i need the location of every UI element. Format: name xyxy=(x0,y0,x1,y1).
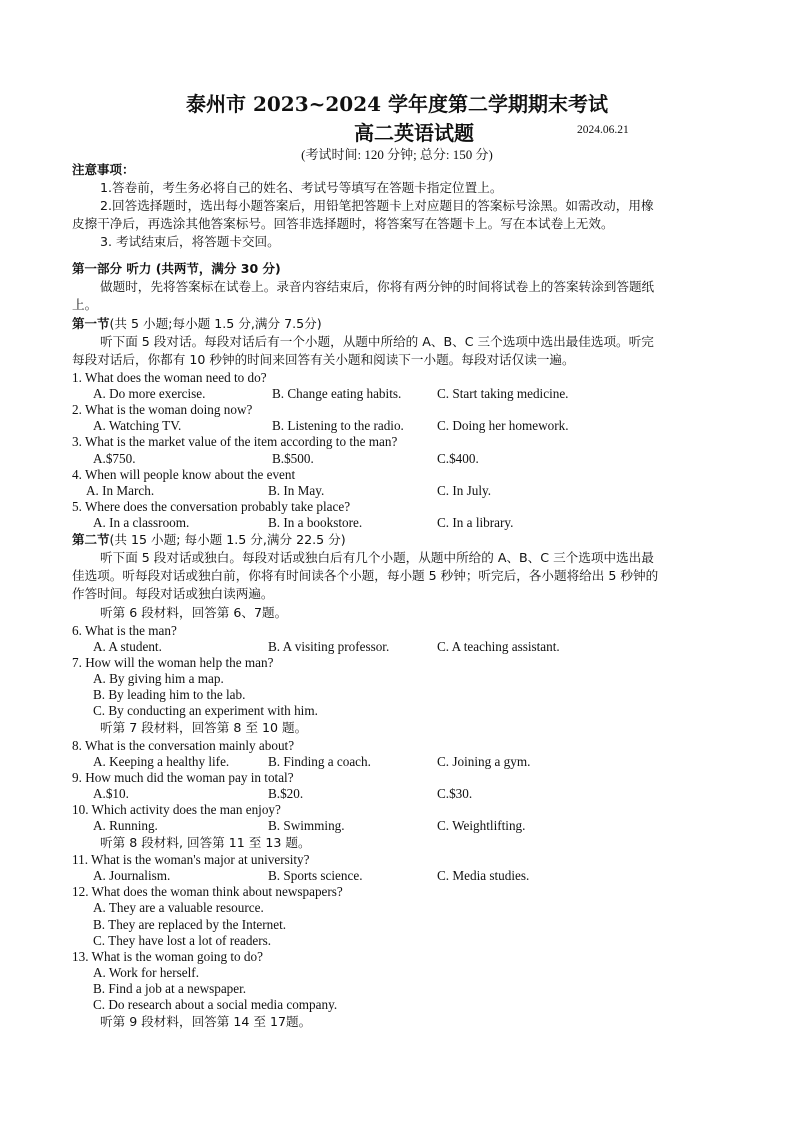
q6-option-c: C. A teaching assistant. xyxy=(437,639,560,654)
q9-option-b: B.$20. xyxy=(268,786,304,801)
material-7: 听第 7 段材料，回答第 8 至 10 题。 xyxy=(100,720,308,735)
q1-option-c: C. Start taking medicine. xyxy=(437,386,569,401)
section2-intro-c: 作答时间。每段对话或独白读两遍。 xyxy=(72,586,274,601)
section2-intro-a: 听下面 5 段对话或独白。每段对话或独白后有几个小题，从题中所给的 A、B、C 三个选项中选出最 xyxy=(100,550,654,565)
material-9: 听第 9 段材料，回答第 14 至 17题。 xyxy=(100,1014,312,1029)
q10-option-a: A. Running. xyxy=(93,818,158,833)
q9-stem: 9. How much did the woman pay in total? xyxy=(72,770,294,785)
notice-item-3: 3. 考试结束后，将答题卡交回。 xyxy=(100,234,280,249)
section1-intro-b: 每段对话后，你都有 10 秒钟的时间来回答有关小题和阅读下一小题。每段对话仅读一遍。 xyxy=(72,352,575,367)
q7-stem: 7. How will the woman help the man? xyxy=(72,655,274,670)
q6-stem: 6. What is the man? xyxy=(72,623,177,638)
q4-option-a: A. In March. xyxy=(86,483,155,498)
q2-option-b: B. Listening to the radio. xyxy=(272,418,404,433)
q6-option-a: A. A student. xyxy=(93,639,162,654)
q5-option-c: C. In a library. xyxy=(437,515,514,530)
material-6: 听第 6 段材料，回答第 6、7题。 xyxy=(100,605,288,620)
q6-option-b: B. A visiting professor. xyxy=(268,639,390,654)
section1-heading-rest: (共 5 小题;每小题 1.5 分,满分 7.5分) xyxy=(109,316,322,331)
q10-option-b: B. Swimming. xyxy=(268,818,345,833)
section1-heading xyxy=(72,316,322,332)
q12-option-c: C. They have lost a lot of readers. xyxy=(93,933,272,948)
q13-stem: 13. What is the woman going to do? xyxy=(72,949,263,964)
q3-option-a: A.$750. xyxy=(93,451,136,466)
section2-intro-b: 佳选项。听每段对话或独白前，你将有时间读各个小题，每小题 5 秒钟；听完后，各小题将给出 5 秒钟的 xyxy=(72,568,659,583)
section2-heading xyxy=(72,532,346,548)
exam-info: (考试时间: 120 分钟; 总分: 150 分) xyxy=(301,147,493,162)
part1-intro-a: 做题时，先将答案标在试卷上。录音内容结束后，你将有两分钟的时间将试卷上的答案转涂到答题纸 xyxy=(100,279,655,294)
q9-option-a: A.$10. xyxy=(93,786,129,801)
q13-option-a: A. Work for herself. xyxy=(93,965,199,980)
q3-stem: 3. What is the market value of the item according to the man? xyxy=(72,434,398,449)
q8-option-c: C. Joining a gym. xyxy=(437,754,531,769)
q2-stem: 2. What is the woman doing now? xyxy=(72,402,253,417)
notice-item-2a: 2.回答选择题时，选出每小题答案后，用铅笔把答题卡上对应题目的答案标号涂黑。如需改动，用橡 xyxy=(100,198,654,213)
notice-heading: 注意事项： xyxy=(72,162,135,177)
q4-stem: 4. When will people know about the event xyxy=(72,467,296,482)
q7-option-b: B. By leading him to the lab. xyxy=(93,687,246,702)
q11-option-a: A. Journalism. xyxy=(93,868,171,883)
q7-option-c: C. By conducting an experiment with him. xyxy=(93,703,318,718)
q12-stem: 12. What does the woman think about newspapers? xyxy=(72,884,343,899)
q8-stem: 8. What is the conversation mainly about? xyxy=(72,738,295,753)
q5-option-b: B. In a bookstore. xyxy=(268,515,363,530)
section2-heading-bold: 第二节 xyxy=(72,532,110,547)
section2-heading-rest: (共 15 小题; 每小题 1.5 分,满分 22.5 分) xyxy=(109,532,346,547)
part1-intro-b: 上。 xyxy=(72,297,98,312)
q3-option-c: C.$400. xyxy=(437,451,479,466)
exam-subtitle: 高二英语试题 xyxy=(354,121,474,145)
q10-stem: 10. Which activity does the man enjoy? xyxy=(72,802,281,817)
q11-option-b: B. Sports science. xyxy=(268,868,363,883)
q3-option-b: B.$500. xyxy=(272,451,314,466)
q9-option-c: C.$30. xyxy=(437,786,473,801)
notice-item-1: 1.答卷前，考生务必将自己的姓名、考试号等填写在答题卡指定位置上。 xyxy=(100,180,503,195)
q13-option-b: B. Find a job at a newspaper. xyxy=(93,981,247,996)
notice-item-2b: 皮擦干净后，再选涂其他答案标号。回答非选择题时，将答案写在答题卡上。写在本试卷上无效。 xyxy=(72,216,614,231)
section1-heading-bold: 第一节 xyxy=(72,316,110,331)
q11-option-c: C. Media studies. xyxy=(437,868,530,883)
q8-option-b: B. Finding a coach. xyxy=(268,754,371,769)
exam-date: 2024.06.21 xyxy=(577,124,629,136)
q2-option-c: C. Doing her homework. xyxy=(437,418,569,433)
part1-heading: 第一部分 听力 (共两节，满分 30 分) xyxy=(72,261,281,276)
q7-option-a: A. By giving him a map. xyxy=(93,671,224,686)
q5-stem: 5. Where does the conversation probably take place? xyxy=(72,499,351,514)
q13-option-c: C. Do research about a social media company. xyxy=(93,997,338,1012)
q2-option-a: A. Watching TV. xyxy=(93,418,182,433)
section1-intro-a: 听下面 5 段对话。每段对话后有一个小题，从题中所给的 A、B、C 三个选项中选出最佳选项。听完 xyxy=(100,334,654,349)
q1-option-a: A. Do more exercise. xyxy=(93,386,206,401)
q4-option-c: C. In July. xyxy=(437,483,492,498)
q12-option-a: A. They are a valuable resource. xyxy=(93,900,264,915)
q4-option-b: B. In May. xyxy=(268,483,325,498)
q11-stem: 11. What is the woman's major at university? xyxy=(72,852,310,867)
q10-option-c: C. Weightlifting. xyxy=(437,818,526,833)
q5-option-a: A. In a classroom. xyxy=(93,515,190,530)
q8-option-a: A. Keeping a healthy life. xyxy=(93,754,230,769)
exam-title: 泰州市 2023~2024 学年度第二学期期末考试 xyxy=(185,92,608,116)
q1-option-b: B. Change eating habits. xyxy=(272,386,402,401)
q12-option-b: B. They are replaced by the Internet. xyxy=(93,917,287,932)
material-8: 听第 8 段材料, 回答第 11 至 13 题。 xyxy=(100,835,311,850)
q1-stem: 1. What does the woman need to do? xyxy=(72,370,267,385)
